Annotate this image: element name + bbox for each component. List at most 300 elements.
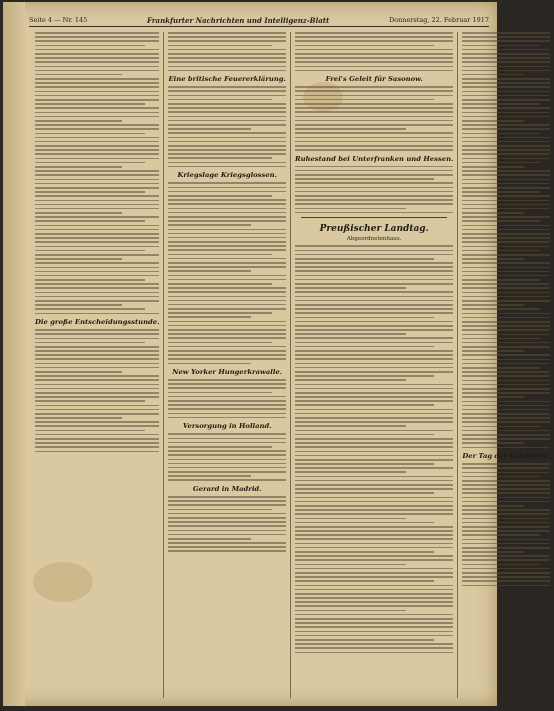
text-line <box>168 86 285 88</box>
text-line <box>168 442 285 444</box>
text-line <box>295 275 453 277</box>
text-line <box>295 442 453 444</box>
text-line <box>168 346 285 348</box>
text-line <box>35 367 159 369</box>
text-line <box>295 488 453 490</box>
article-heading: Ruhestand bei Unterfranken und Hessen. <box>294 154 454 163</box>
text-line <box>462 559 550 561</box>
text-line <box>168 463 285 465</box>
text-line <box>462 518 550 520</box>
text-line <box>462 187 550 189</box>
text-line <box>295 358 453 360</box>
text-line <box>295 626 453 628</box>
text-line <box>168 350 285 352</box>
text-line <box>168 504 285 506</box>
text-line <box>35 405 159 407</box>
text-line <box>168 216 285 218</box>
text-line <box>295 631 453 633</box>
text-line <box>295 404 434 406</box>
text-line <box>295 505 453 507</box>
text-line <box>462 191 539 193</box>
text-line <box>295 111 453 113</box>
text-line <box>168 471 285 473</box>
article-body <box>35 329 159 452</box>
text-line <box>295 145 453 147</box>
text-line <box>462 254 550 256</box>
text-line <box>35 329 159 331</box>
text-line <box>35 208 159 210</box>
text-line <box>462 179 550 181</box>
text-line <box>295 492 434 494</box>
article-body <box>168 379 285 418</box>
text-line <box>295 585 453 587</box>
text-line <box>462 572 550 574</box>
article-heading: Frei's Geleit für Sasonow. <box>325 75 423 84</box>
text-line <box>295 61 453 63</box>
text-line <box>295 568 453 570</box>
text-line <box>295 597 453 599</box>
text-line <box>462 49 550 51</box>
text-line <box>168 99 271 101</box>
article-body <box>295 86 453 150</box>
text-line <box>168 500 285 502</box>
text-line <box>168 45 271 47</box>
text-line <box>462 300 550 302</box>
text-line <box>35 45 145 47</box>
text-line <box>462 426 539 428</box>
text-line <box>462 283 550 285</box>
text-line <box>35 191 145 193</box>
text-line <box>295 90 453 92</box>
text-line <box>295 534 453 536</box>
text-line <box>295 601 453 603</box>
text-line <box>295 559 453 561</box>
text-line <box>168 387 285 389</box>
text-line <box>35 61 159 63</box>
text-line <box>35 212 122 214</box>
text-line <box>295 45 434 47</box>
text-line <box>35 313 159 315</box>
text-line <box>35 258 122 260</box>
text-line <box>295 622 453 624</box>
text-line <box>35 358 159 360</box>
text-line <box>462 107 550 109</box>
text-line <box>295 258 434 260</box>
text-line <box>35 388 159 390</box>
text-line <box>168 191 285 193</box>
text-line <box>462 321 550 323</box>
text-line <box>168 157 271 159</box>
text-line <box>462 526 550 528</box>
text-line <box>168 459 285 461</box>
text-line <box>35 392 159 394</box>
text-line <box>295 107 453 109</box>
text-line <box>168 137 285 139</box>
text-line <box>462 128 550 130</box>
text-line <box>295 312 453 314</box>
text-line <box>168 509 271 511</box>
text-line <box>462 82 550 84</box>
text-line <box>462 241 550 243</box>
text-line <box>168 49 285 51</box>
text-line <box>462 476 539 478</box>
text-line <box>35 363 159 365</box>
text-line <box>295 652 453 654</box>
article-heading: Der Tag der Landwirte. <box>462 452 551 461</box>
text-line <box>295 132 453 134</box>
text-line <box>295 304 453 306</box>
text-line <box>168 342 271 344</box>
text-line <box>35 149 159 151</box>
text-line <box>295 547 453 549</box>
text-line <box>295 367 453 369</box>
text-line <box>35 162 145 164</box>
text-line <box>35 107 159 109</box>
text-line <box>35 133 145 135</box>
text-line <box>35 283 159 285</box>
text-line <box>462 501 550 503</box>
text-line <box>462 442 523 444</box>
text-line <box>462 463 550 465</box>
text-line <box>295 518 406 520</box>
text-line <box>462 124 550 126</box>
text-line <box>35 250 145 252</box>
text-line <box>168 224 250 226</box>
text-line <box>295 530 453 532</box>
text-line <box>168 479 285 481</box>
page-binding-edge <box>3 2 25 706</box>
text-line <box>462 145 550 147</box>
text-line <box>462 195 550 197</box>
text-line <box>168 199 285 201</box>
text-line <box>295 170 453 172</box>
text-line <box>295 538 453 540</box>
text-line <box>168 475 250 477</box>
text-line <box>462 162 539 164</box>
text-line <box>168 195 271 197</box>
article-heading: Gerard in Madrid. <box>192 485 262 494</box>
text-line <box>462 380 550 382</box>
text-line <box>35 354 159 356</box>
text-columns <box>31 32 551 698</box>
text-line <box>295 208 406 210</box>
text-line <box>35 371 122 373</box>
text-line <box>462 371 550 373</box>
text-line <box>35 246 159 248</box>
text-line <box>295 308 453 310</box>
text-line <box>35 241 159 243</box>
text-line <box>295 392 453 394</box>
text-line <box>462 585 550 587</box>
text-line <box>35 103 145 105</box>
text-line <box>35 158 159 160</box>
text-line <box>295 396 453 398</box>
text-line <box>35 204 159 206</box>
article-body <box>35 32 159 314</box>
text-line <box>295 576 453 578</box>
text-line <box>462 216 550 218</box>
column-3 <box>291 32 458 698</box>
text-line <box>295 451 453 453</box>
text-line <box>35 262 159 264</box>
text-line <box>462 317 550 319</box>
text-line <box>168 333 285 335</box>
text-line <box>295 149 453 151</box>
text-line <box>168 538 250 540</box>
masthead-title: Frankfurter Nachrichten und Intelligenz-Blatt <box>147 15 330 25</box>
section-subheading: Abgeordnetenhaus. <box>346 236 402 243</box>
text-line <box>462 220 539 222</box>
text-line <box>168 229 285 231</box>
text-line <box>168 162 285 164</box>
text-line <box>168 153 285 155</box>
text-line <box>462 262 550 264</box>
text-line <box>168 270 250 272</box>
text-line <box>295 589 453 591</box>
text-line <box>295 166 453 168</box>
text-line <box>295 413 453 415</box>
text-line <box>35 220 145 222</box>
text-line <box>35 442 159 444</box>
text-line <box>168 266 285 268</box>
text-line <box>168 220 285 222</box>
text-line <box>35 82 159 84</box>
text-line <box>295 124 453 126</box>
text-line <box>35 446 159 448</box>
text-line <box>462 555 550 557</box>
text-line <box>35 421 159 423</box>
text-line <box>462 116 550 118</box>
text-line <box>295 342 453 344</box>
text-line <box>462 354 550 356</box>
text-line <box>462 279 539 281</box>
text-line <box>35 120 122 122</box>
article-body <box>168 433 285 481</box>
text-line <box>168 36 285 38</box>
text-line <box>35 267 159 269</box>
text-line <box>35 292 159 294</box>
article-body <box>295 32 453 71</box>
text-line <box>295 375 434 377</box>
text-line <box>295 350 453 352</box>
text-line <box>462 396 523 398</box>
text-line <box>295 421 453 423</box>
text-line <box>462 543 550 545</box>
text-line <box>295 317 434 319</box>
text-line <box>462 78 550 80</box>
text-line <box>168 325 285 327</box>
text-line <box>35 40 159 42</box>
text-line <box>295 425 406 427</box>
text-line <box>295 103 453 105</box>
text-line <box>462 237 550 239</box>
text-line <box>35 53 159 55</box>
text-line <box>295 137 453 139</box>
text-line <box>168 404 285 406</box>
text-line <box>35 308 145 310</box>
text-line <box>35 153 159 155</box>
text-line <box>462 149 550 151</box>
text-line <box>168 32 285 34</box>
text-line <box>168 212 285 214</box>
text-line <box>35 430 145 432</box>
text-line <box>168 95 285 97</box>
text-line <box>462 308 539 310</box>
text-line <box>462 267 550 269</box>
text-line <box>462 472 550 474</box>
text-line <box>462 580 550 582</box>
text-line <box>295 564 406 566</box>
text-line <box>295 476 453 478</box>
text-line <box>35 216 159 218</box>
text-line <box>295 430 453 432</box>
text-line <box>35 346 159 348</box>
text-line <box>462 91 550 93</box>
text-line <box>462 250 539 252</box>
text-line <box>168 187 285 189</box>
text-line <box>462 434 550 436</box>
text-line <box>462 53 550 55</box>
text-line <box>295 70 453 72</box>
text-line <box>295 53 453 55</box>
text-line <box>462 413 550 415</box>
text-line <box>168 438 285 440</box>
text-line <box>295 551 434 553</box>
text-line <box>462 313 550 315</box>
text-line <box>462 505 523 507</box>
text-line <box>35 91 159 93</box>
text-line <box>462 447 550 449</box>
text-line <box>295 270 453 272</box>
text-line <box>295 635 453 637</box>
text-line <box>462 484 550 486</box>
text-line <box>35 304 122 306</box>
text-line <box>462 70 550 72</box>
text-line <box>295 384 453 386</box>
text-line <box>295 501 453 503</box>
text-line <box>462 497 550 499</box>
text-line <box>35 233 159 235</box>
text-line <box>168 413 285 415</box>
text-line <box>35 379 159 381</box>
text-line <box>462 45 539 47</box>
text-line <box>35 128 159 130</box>
page-number: Seite 4 — Nr. 145 <box>29 16 88 24</box>
text-line <box>35 124 159 126</box>
text-line <box>462 509 550 511</box>
text-line <box>462 329 550 331</box>
text-line <box>462 66 550 68</box>
text-line <box>168 70 285 72</box>
text-line <box>295 371 453 373</box>
text-line <box>295 187 453 189</box>
text-line <box>168 354 285 356</box>
text-line <box>462 375 550 377</box>
text-line <box>295 614 453 616</box>
text-line <box>295 321 453 323</box>
text-line <box>168 312 271 314</box>
text-line <box>168 111 285 113</box>
text-line <box>168 433 285 435</box>
text-line <box>462 200 550 202</box>
text-line <box>168 182 285 184</box>
text-line <box>462 551 523 553</box>
article-heading: New Yorker Hungerkrawalle. <box>172 368 283 377</box>
text-line <box>168 408 285 410</box>
text-line <box>168 534 285 536</box>
text-line <box>168 145 285 147</box>
text-line <box>295 283 453 285</box>
text-line <box>295 296 453 298</box>
text-line <box>35 350 159 352</box>
text-line <box>168 141 285 143</box>
text-line <box>35 438 159 440</box>
text-line <box>35 275 159 277</box>
text-line <box>462 212 523 214</box>
text-line <box>462 367 539 369</box>
text-line <box>462 275 550 277</box>
text-line <box>462 246 550 248</box>
text-line <box>168 40 285 42</box>
text-line <box>35 237 159 239</box>
text-line <box>168 525 285 527</box>
text-line <box>462 120 523 122</box>
text-line <box>168 291 285 293</box>
article-heading: Versorgung in Holland. <box>182 422 272 431</box>
text-line <box>168 392 271 394</box>
text-line <box>35 78 159 80</box>
text-line <box>295 95 453 97</box>
text-line <box>35 287 159 289</box>
text-line <box>35 254 159 256</box>
newspaper-page <box>3 2 551 706</box>
text-line <box>168 530 285 532</box>
text-line <box>295 254 453 256</box>
text-line <box>168 396 285 398</box>
text-line <box>168 550 285 552</box>
text-line <box>462 74 523 76</box>
text-line <box>168 245 285 247</box>
text-line <box>295 388 453 390</box>
text-line <box>462 564 539 566</box>
text-line <box>462 334 550 336</box>
page-header <box>29 14 489 27</box>
text-line <box>295 178 434 180</box>
text-line <box>295 279 453 281</box>
text-line <box>462 342 550 344</box>
text-line <box>168 279 285 281</box>
text-line <box>462 137 550 139</box>
text-line <box>295 480 453 482</box>
text-line <box>295 99 434 101</box>
text-line <box>462 304 523 306</box>
text-line <box>295 513 453 515</box>
text-line <box>35 57 159 59</box>
text-line <box>35 70 159 72</box>
article-body <box>462 463 550 586</box>
text-line <box>35 409 159 411</box>
text-line <box>168 203 285 205</box>
text-line <box>295 467 453 469</box>
text-line <box>35 95 159 97</box>
text-line <box>35 296 159 298</box>
text-line <box>295 57 453 59</box>
text-line <box>168 296 285 298</box>
section-rule <box>301 217 447 218</box>
text-line <box>295 266 453 268</box>
text-line <box>462 346 550 348</box>
text-line <box>35 187 159 189</box>
